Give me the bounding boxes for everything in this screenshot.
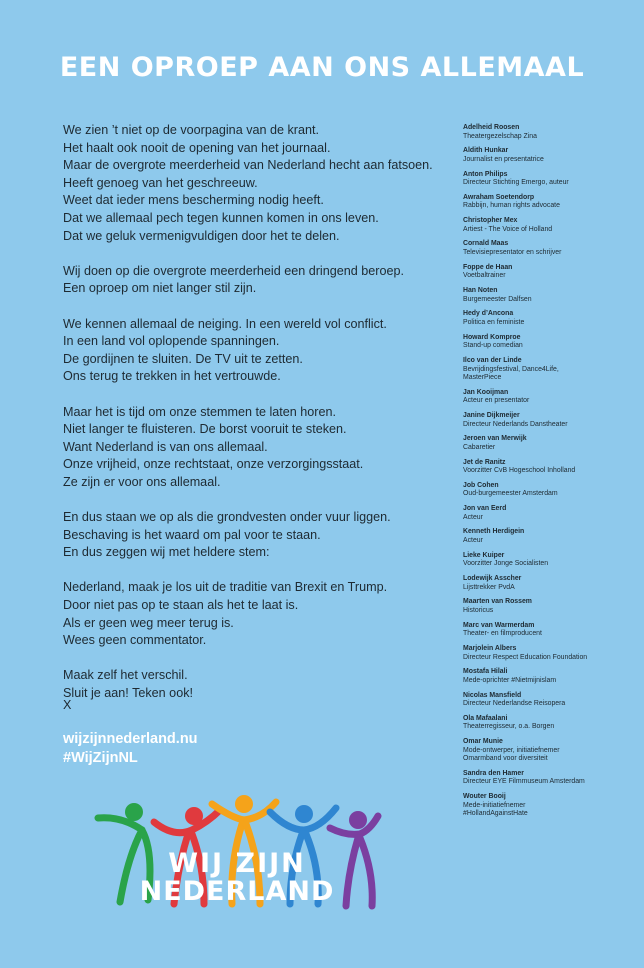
signatory-name: Nicolas Mansfield (463, 691, 522, 699)
signatory-name: Han Noten (463, 287, 498, 295)
signatory-name: Cornald Maas (463, 240, 509, 248)
signatory (463, 505, 635, 522)
signatory-name: Lieke Kuiper (463, 551, 505, 559)
signatory-name: Ola Mafaalani (463, 714, 508, 722)
poem-line: Een oproep om niet langer stil zijn. (63, 281, 257, 296)
signatory-role: Directeur Nederlands Danstheater (463, 420, 568, 428)
signatory-role: Acteur en presentator (463, 397, 530, 405)
poem-line: Maar de overgrote meerderheid van Nederland hecht aan fatsoen. (63, 158, 433, 173)
signatory-role: Directeur Stichting Emergo, auteur (463, 179, 569, 187)
signatory-role: Mede-oprichter #Nietmijnislam (463, 676, 557, 684)
signatory-name: Lodewijk Asscher (463, 575, 522, 583)
poem-line: Als er geen weg meer terug is. (63, 615, 234, 630)
signatory-role: Bevrijdingsfestival, Dance4Life, (463, 365, 559, 373)
signatory-name: Ilco van der Linde (463, 356, 522, 364)
poem-line: Wij doen op die overgrote meerderheid een dringend beroep. (63, 263, 404, 278)
signatory-name: Kenneth Herdigein (463, 528, 525, 536)
signatory-role: Artiest - The Voice of Holland (463, 225, 553, 233)
signatory (463, 482, 635, 499)
signatory (463, 264, 635, 281)
signatory-role: Acteur (463, 537, 483, 545)
signatory-role: #HollandAgainstHate (463, 810, 528, 818)
signatory-role: Stand-up comedian (463, 342, 523, 350)
stanza (63, 667, 433, 702)
signatory-name: Adelheid Roosen (463, 124, 520, 131)
stanza (63, 404, 433, 492)
signatory (463, 194, 635, 211)
signatory-name: Anton Philips (463, 170, 508, 178)
signatory-role: Oud-burgemeester Amsterdam (463, 490, 558, 498)
poem-line: Heeft genoeg van het geschreeuw. (63, 175, 258, 190)
signatory-role: Directeur Respect Education Foundation (463, 653, 588, 661)
signatory (463, 622, 635, 639)
signatory (463, 715, 635, 732)
signatory-role: Directeur EYE Filmmuseum Amsterdam (463, 778, 585, 786)
signatory-name: Wouter Booij (463, 793, 506, 801)
signatory-role: Journalist en presentatrice (463, 155, 544, 163)
poem-line: Sluit je aan! Teken ook! (63, 686, 193, 700)
signatory (463, 147, 635, 164)
signatory (463, 412, 635, 429)
poem-line: We kennen allemaal de neiging. In een wereld vol conflict. (63, 316, 387, 331)
signatory-name: Marjolein Albers (463, 644, 517, 652)
signatory (463, 528, 635, 545)
signatory (463, 598, 635, 615)
stanza (63, 263, 433, 298)
poem-line: Het haalt ook nooit de opening van het journaal. (63, 140, 331, 155)
signatory-role: Rabbijn, human rights advocate (463, 202, 560, 210)
poem-line: Onze vrijheid, onze rechtstaat, onze verzorgingsstaat. (63, 457, 364, 472)
signatory (463, 459, 635, 476)
signatory-role: Omarmband voor diversiteit (463, 755, 548, 763)
signatory-role: Mode-ontwerper, initiatiefnemer (463, 746, 560, 754)
signatory-name: Janine Dijkmeijer (463, 411, 520, 419)
signatories-list (463, 124, 635, 825)
poem-line: Dat we allemaal pech tegen kunnen komen in ons leven. (63, 210, 379, 225)
poem-line: We zien ’t niet op de voorpagina van de krant. (63, 123, 320, 137)
signatory-name: Sandra den Hamer (463, 769, 524, 777)
signatory (463, 738, 635, 763)
signatory-name: Jet de Ranitz (463, 458, 506, 466)
stanza (63, 509, 433, 562)
poem-line: Maar het is tijd om onze stemmen te laten horen. (63, 404, 336, 419)
poem-line: Ons terug te trekken in het vertrouwde. (63, 369, 281, 384)
signatory-name: Jeroen van Merwijk (463, 435, 527, 443)
signatory-name: Foppe de Haan (463, 263, 513, 271)
poem-line: In een land vol oplopende spanningen. (63, 334, 280, 349)
signatory (463, 171, 635, 188)
poem-line: Niet langer te fluisteren. De borst vooruit te steken. (63, 422, 347, 437)
signatory (463, 124, 635, 141)
stanza (63, 316, 433, 386)
signatory-role: Televisiepresentator en schrijver (463, 249, 562, 257)
poem-line: Beschaving is het waard om pal voor te staan. (63, 527, 321, 542)
signatory (463, 334, 635, 351)
signatory-role: Theaterregisseur, o.a. Borgen (463, 723, 555, 731)
signatory-role: Cabaretier (463, 443, 496, 451)
signatory-name: Mostafa Hilali (463, 668, 508, 676)
signatory (463, 435, 635, 452)
poem-line: Nederland, maak je los uit de traditie van Brexit en Trump. (63, 580, 388, 595)
signatory-name: Howard Komproe (463, 333, 521, 341)
signatory-name: Awraham Soetendorp (463, 193, 535, 201)
signatory-role: Burgemeester Dalfsen (463, 295, 532, 303)
poem-line: Door niet pas op te staan als het te laat is. (63, 598, 299, 613)
appeal-text (63, 122, 433, 720)
wij-zijn-nederland-logo (92, 782, 382, 922)
signatory (463, 552, 635, 569)
signatory (463, 217, 635, 234)
poem-line: De gordijnen te sluiten. De TV uit te zetten. (63, 351, 303, 366)
stanza (63, 122, 433, 245)
signatory (463, 389, 635, 406)
signatory-role: Historicus (463, 606, 494, 614)
signatory-role: Voetbaltrainer (463, 272, 506, 280)
signatory (463, 357, 635, 382)
logo-text-line2: NEDERLAND (139, 876, 335, 907)
hashtag: #WijZijnNL (63, 750, 138, 766)
signatory-role: Voorzitter CvB Hogeschool Inholland (463, 467, 576, 475)
signatory (463, 668, 635, 685)
poster-title: EEN OPROEP AAN ONS ALLEMAAL (59, 52, 585, 83)
signatory-name: Christopher Mex (463, 217, 518, 225)
signatory-role: Voorzitter Jonge Socialisten (463, 560, 549, 568)
signatory-name: Aldith Hunkar (463, 147, 509, 155)
signatory-role: Mede-initiatiefnemer (463, 801, 526, 809)
signatory (463, 287, 635, 304)
sign-mark: X (63, 698, 72, 712)
poem-line: Dat we geluk vermenigvuldigen door het te delen. (63, 228, 340, 243)
signatory-role: Theater- en filmproducent (463, 630, 542, 638)
signatory-role: Lijsttrekker PvdA (463, 583, 515, 591)
signatory-name: Job Cohen (463, 481, 499, 489)
poem-line: En dus staan we op als die grondvesten onder vuur liggen. (63, 510, 391, 525)
signatory-name: Jan Kooijman (463, 388, 509, 396)
stanza (63, 579, 433, 649)
signatory (463, 770, 635, 787)
website-link[interactable]: wijzijnnederland.nu (63, 731, 198, 747)
signatory-role: Theatergezelschap Zina (463, 132, 537, 140)
signatory (463, 575, 635, 592)
signatory-name: Marc van Warmerdam (463, 621, 535, 629)
signatory-name: Omar Munie (463, 738, 503, 746)
signatory-role: Acteur (463, 513, 483, 521)
poem-line: Ze zijn er voor ons allemaal. (63, 474, 221, 489)
signatory (463, 240, 635, 257)
poem-line: En dus zeggen wij met heldere stem: (63, 545, 270, 560)
contact-block (63, 730, 198, 768)
poem-line: Want Nederland is van ons allemaal. (63, 439, 268, 454)
poem-line: Maak zelf het verschil. (63, 668, 188, 683)
signatory-name: Jon van Eerd (463, 505, 507, 513)
poem-line: Weet dat ieder mens bescherming nodig heeft. (63, 193, 324, 208)
signatory (463, 310, 635, 327)
logo-text-line1: WIJ ZIJN (168, 848, 306, 879)
signatory-role: Directeur Nederlandse Reisopera (463, 700, 566, 708)
signatory-role: Politica en feministe (463, 318, 525, 326)
signatory (463, 692, 635, 709)
signatory (463, 793, 635, 818)
signatory-name: Maarten van Rossem (463, 598, 532, 606)
signatory-name: Hedy d’Ancona (463, 310, 514, 318)
signatory (463, 645, 635, 662)
poem-line: Wees geen commentator. (63, 633, 207, 648)
signatory-role: MasterPiece (463, 373, 502, 381)
